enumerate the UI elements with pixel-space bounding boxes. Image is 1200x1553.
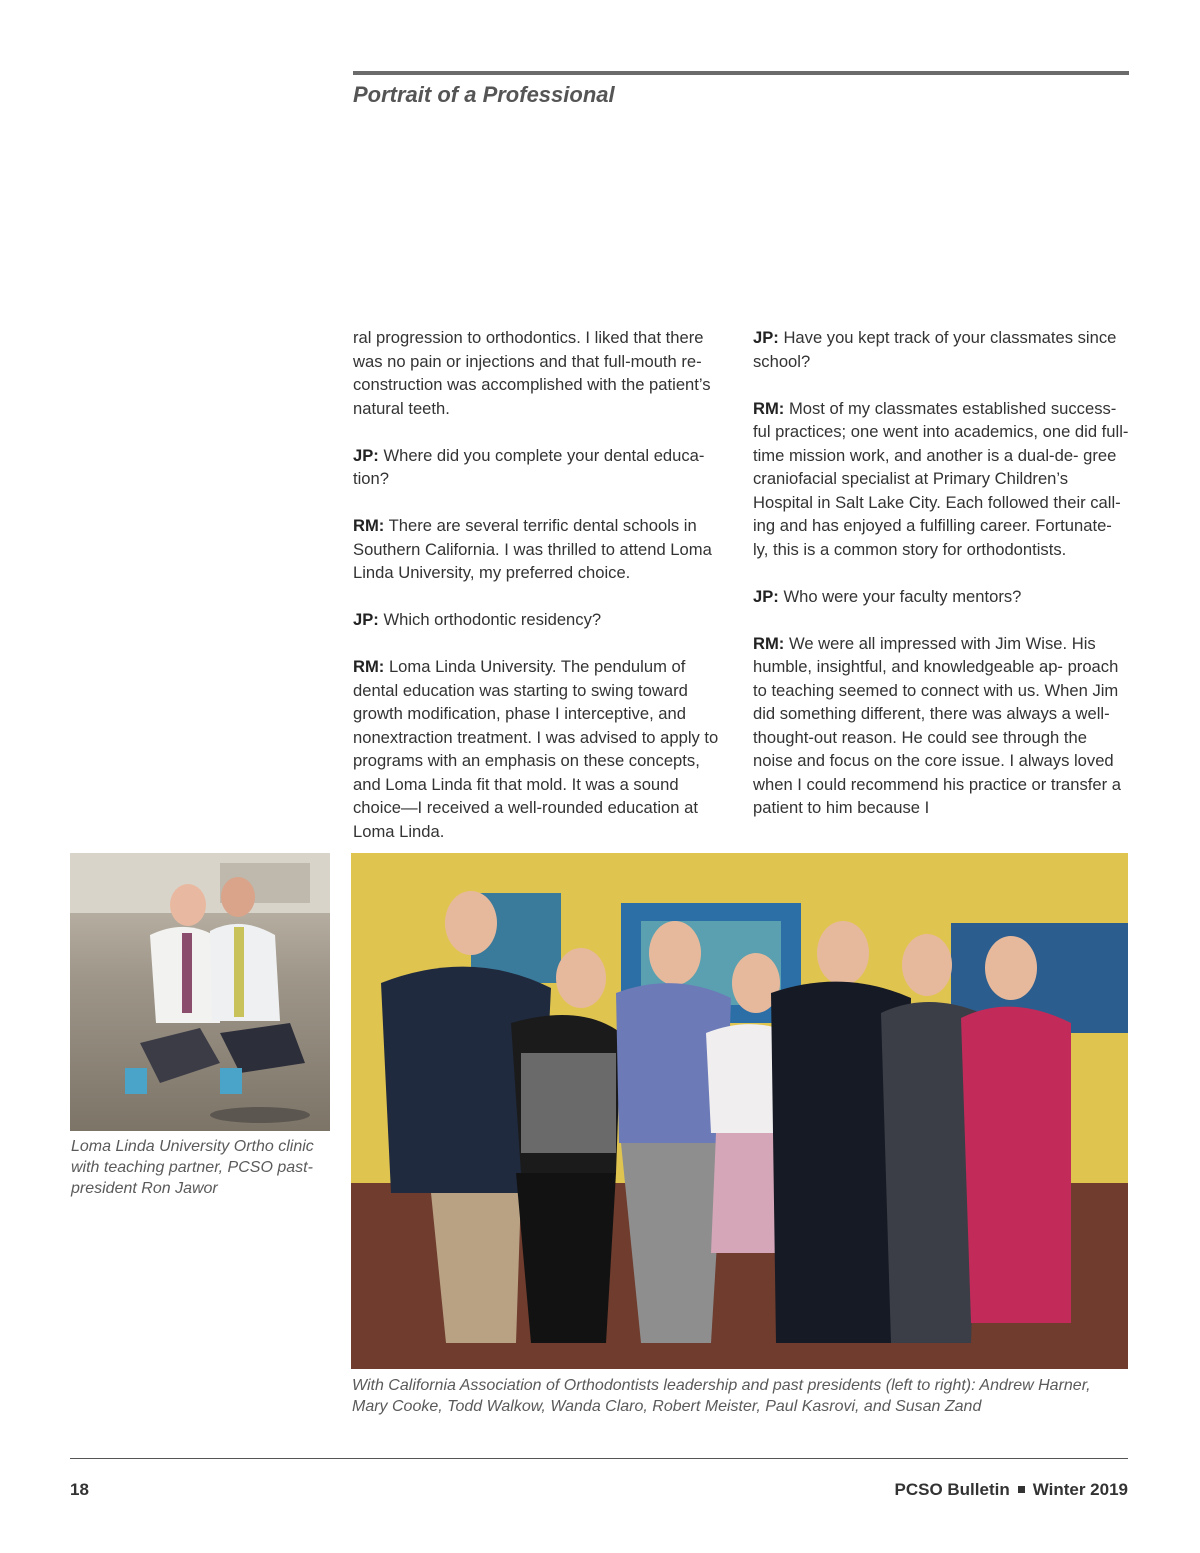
photo-caption: With California Association of Orthodontists leadership and past presidents (left to right): Andrew Harner, Mary Cooke, Todd Walkow, Wanda Claro, Robert Meister, Paul Kasrovi, and Susan Zand <box>352 1377 1091 1415</box>
square-bullet-icon <box>1018 1486 1025 1493</box>
issue-date: Winter 2019 <box>1032 1480 1128 1499</box>
speaker-label: JP: <box>353 610 379 629</box>
paragraph <box>753 585 1129 609</box>
paragraph-text: Which orthodontic residency? <box>378 610 602 629</box>
photo-caption: Loma Linda University Ortho clinic with teaching partner, PCSO past-president Ron Jawor <box>71 1138 314 1197</box>
speaker-label: JP: <box>753 586 779 606</box>
paragraph <box>353 514 729 585</box>
paragraph-text: We were all impressed with Jim Wise. His humble, insightful, and knowledgeable ap- proach to teaching seemed to connect with us. When Jim did something different, there was always a well-thought-out reason. He could see through the noise and focus on the core issue. I always loved when I could recommend his practice or transfer a patient to him because I <box>753 633 1121 817</box>
paragraph <box>353 655 729 843</box>
group-photo-illustration <box>351 853 1128 1369</box>
paragraph-text: Have you kept track of your classmates since school? <box>753 328 1117 371</box>
paragraph-text: Where did you complete your dental educa- tion? <box>353 445 705 488</box>
top-rule <box>353 71 1129 75</box>
paragraph <box>353 444 729 491</box>
publication-name: PCSO Bulletin <box>894 1480 1010 1499</box>
section-title: Portrait of a Professional <box>353 82 615 107</box>
clinic-photo <box>70 853 330 1131</box>
speaker-label: RM: <box>353 657 385 676</box>
paragraph-text: Most of my classmates established success- ful practices; one went into academics, one did full-time mission work, and another is a dual-de- gree craniofacial specialist at Primary Children’s Hospital in Salt Lake City. Each followed their call- ing and has enjoyed a fulfilling career. Fortunate- ly, this is a common story for orthodontists. <box>753 398 1129 559</box>
speaker-label: RM: <box>753 633 785 653</box>
paragraph-text: ral progression to orthodontics. I liked that there was no pain or injections and that full-mouth re- construction was accomplished with the patient’s natural teeth. <box>353 328 711 418</box>
clinic-photo-illustration <box>70 853 330 1131</box>
speaker-label: RM: <box>753 398 785 418</box>
left-text-column <box>353 326 729 867</box>
speaker-label: RM: <box>353 516 385 535</box>
paragraph-text: Loma Linda University. The pendulum of dental education was starting to swing toward growth modification, phase I interceptive, and nonextraction treatment. I was advised to apply to programs with an emphasis on these concepts, and Loma Linda fit that mold. It was a sound choice—I received a well-rounded education at Loma Linda. <box>353 657 719 841</box>
paragraph <box>753 326 1129 373</box>
speaker-label: JP: <box>353 445 379 465</box>
paragraph-text: There are several terrific dental schools in Southern California. I was thrilled to attend Loma Linda University, my preferred choice. <box>353 516 712 582</box>
paragraph <box>353 608 729 632</box>
footer-rule <box>70 1458 1128 1459</box>
paragraph <box>353 326 729 420</box>
speaker-label: JP: <box>753 328 779 347</box>
page-number: 18 <box>70 1480 89 1499</box>
publication-info <box>894 1480 1128 1500</box>
paragraph <box>753 397 1129 562</box>
paragraph <box>753 632 1129 820</box>
paragraph-text: Who were your faculty mentors? <box>778 586 1022 606</box>
group-photo <box>351 853 1128 1369</box>
right-text-column <box>753 326 1129 843</box>
